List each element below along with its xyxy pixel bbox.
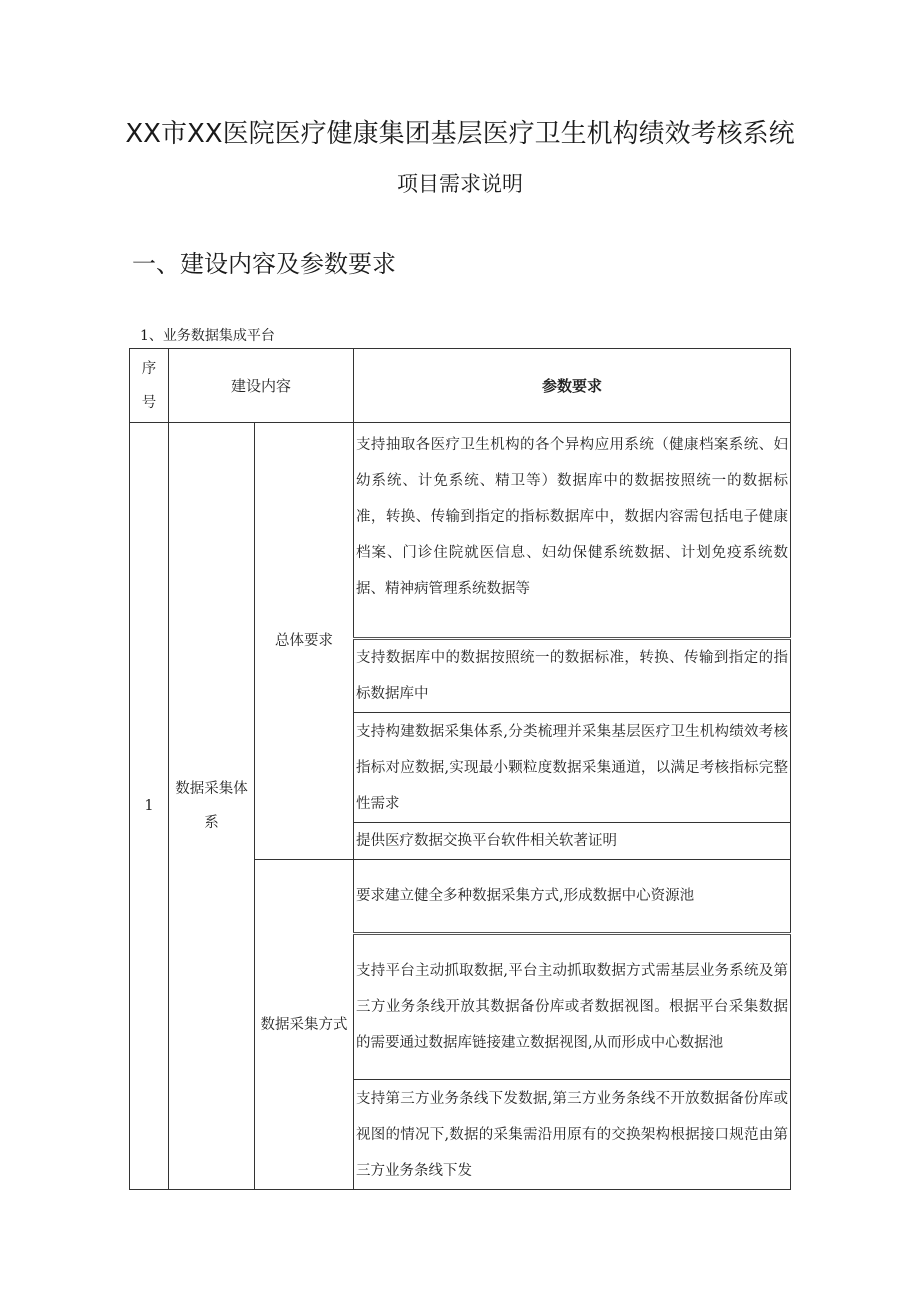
document-title	[0, 112, 920, 206]
param-item: 支持抽取各医疗卫生机构的各个异构应用系统（健康档案系统、妇幼系统、计免系统、精卫等）数据库中的数据按照统一的数据标准，转换、传输到指定的指标数据库中，数据内容需包括电子健康档案、门诊住院就医信息、妇幼保健系统数据、计划免疫系统数据、精神病管理系统数据等	[354, 423, 791, 639]
table-row	[130, 423, 791, 639]
header-content: 建设内容	[169, 349, 354, 423]
param-item: 支持第三方业务条线下发数据,第三方业务条线不开放数据备份库或视图的情况下,数据的采集需沿用原有的交换架构根据接口规范由第三方业务条线下发	[354, 1080, 791, 1190]
section-heading: 一、建设内容及参数要求	[132, 250, 396, 278]
param-item: 要求建立健全多种数据采集方式,形成数据中心资源池	[354, 860, 791, 934]
requirements-table	[129, 348, 791, 1190]
table-header-row	[130, 349, 791, 423]
group-name-collection-method: 数据采集方式	[255, 860, 354, 1190]
document-title-line2: 项目需求说明	[397, 172, 523, 196]
row-seq: 1	[130, 423, 169, 1190]
document-title-line1: XX市XX医院医疗健康集团基层医疗卫生机构绩效考核系统	[125, 119, 795, 149]
group-name-overall: 总体要求	[255, 423, 354, 860]
header-seq: 序号	[130, 349, 169, 423]
param-item: 支持数据库中的数据按照统一的数据标准，转换、传输到指定的指标数据库中	[354, 639, 791, 713]
sub-heading: 1、业务数据集成平台	[140, 328, 275, 344]
param-item: 支持构建数据采集体系,分类梳理并采集基层医疗卫生机构绩效考核指标对应数据,实现最小颗粒度数据采集通道，以满足考核指标完整性需求	[354, 713, 791, 823]
row-category: 数据采集体系	[169, 423, 255, 1190]
param-item: 提供医疗数据交换平台软件相关软著证明	[354, 823, 791, 860]
param-item: 支持平台主动抓取数据,平台主动抓取数据方式需基层业务系统及第三方业务条线开放其数据备份库或者数据视图。根据平台采集数据的需要通过数据库链接建立数据视图,从而形成中心数据池	[354, 934, 791, 1080]
header-params: 参数要求	[354, 349, 791, 423]
